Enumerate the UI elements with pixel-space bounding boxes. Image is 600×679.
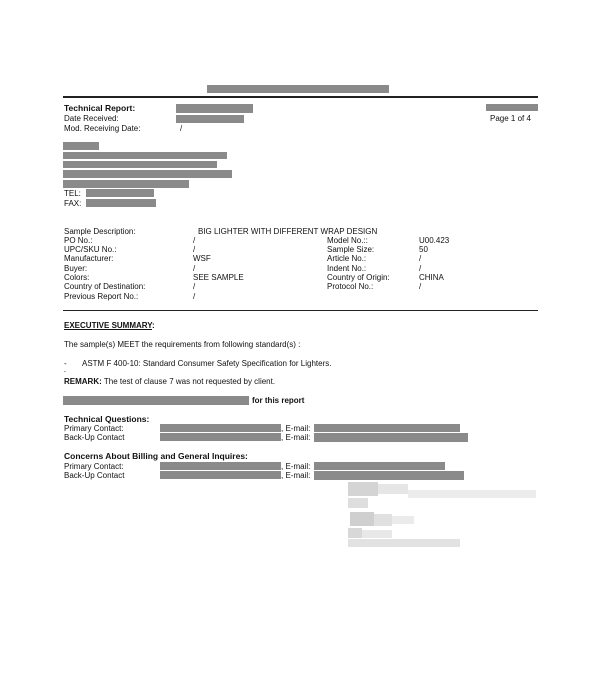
fax-label: FAX: bbox=[64, 199, 82, 208]
tq-backup-email-label: , E-mail: bbox=[281, 433, 311, 442]
pixelated-blur-6 bbox=[374, 514, 392, 526]
colors-label: Colors: bbox=[64, 273, 90, 282]
mod-receiving-label: Mod. Receiving Date: bbox=[64, 124, 141, 133]
pixelated-blur-3 bbox=[408, 490, 536, 498]
remark-label: REMARK: bbox=[64, 377, 102, 386]
executive-summary-title: EXECUTIVE SUMMARY bbox=[64, 321, 153, 330]
billing-primary-label: Primary Contact: bbox=[64, 462, 124, 471]
redacted-address-line-2 bbox=[63, 152, 227, 159]
country-origin-value: CHINA bbox=[419, 273, 444, 282]
remark-text: The test of clause 7 was not requested by client. bbox=[103, 377, 276, 386]
previous-report-label: Previous Report No.: bbox=[64, 292, 139, 301]
bullet-dash: - bbox=[64, 359, 67, 368]
po-no-value: / bbox=[193, 236, 196, 245]
model-no-value: U00.423 bbox=[419, 236, 450, 245]
redacted-address-line-4 bbox=[63, 170, 232, 178]
redacted-billing-primary-name bbox=[160, 462, 281, 470]
standard-item: ASTM F 400-10: Standard Consumer Safety Specification for Lighters. bbox=[82, 359, 332, 368]
pixelated-blur-10 bbox=[348, 539, 460, 547]
po-no-label: PO No.: bbox=[64, 236, 93, 245]
tq-primary-email-label: , E-mail: bbox=[281, 424, 311, 433]
tq-primary-label: Primary Contact: bbox=[64, 424, 124, 433]
redacted-billing-primary-email bbox=[314, 462, 445, 470]
redacted-billing-backup-email bbox=[314, 471, 464, 480]
redacted-date-received bbox=[176, 115, 244, 123]
pixelated-blur-7 bbox=[392, 516, 414, 524]
upc-sku-value: / bbox=[193, 245, 196, 254]
section-rule bbox=[63, 310, 538, 311]
redacted-fax bbox=[86, 199, 156, 207]
pixelated-blur-2 bbox=[378, 484, 408, 494]
header-rule bbox=[63, 96, 538, 98]
redacted-header-right bbox=[486, 104, 538, 111]
executive-summary-colon: : bbox=[152, 321, 155, 330]
manufacturer-label: Manufacturer: bbox=[64, 254, 114, 263]
redacted-billing-backup-name bbox=[160, 471, 281, 479]
redacted-tq-backup-email bbox=[314, 433, 468, 442]
protocol-no-value: / bbox=[419, 282, 422, 291]
redacted-title bbox=[207, 85, 389, 93]
previous-report-value: / bbox=[193, 292, 196, 301]
billing-backup-email-label: , E-mail: bbox=[281, 471, 311, 480]
buyer-value: / bbox=[193, 264, 196, 273]
redacted-tq-backup-name bbox=[160, 433, 281, 441]
redacted-report-number bbox=[176, 104, 253, 113]
pixelated-blur-9 bbox=[362, 530, 392, 538]
redacted-tel bbox=[86, 189, 154, 197]
technical-questions-heading: Technical Questions: bbox=[64, 414, 150, 424]
upc-sku-label: UPC/SKU No.: bbox=[64, 245, 117, 254]
buyer-label: Buyer: bbox=[64, 264, 88, 273]
protocol-no-label: Protocol No.: bbox=[327, 282, 374, 291]
model-no-label: Model No.:: bbox=[327, 236, 368, 245]
sample-size-value: 50 bbox=[419, 245, 428, 254]
redacted-address-line-5 bbox=[63, 180, 189, 188]
pixelated-blur-8 bbox=[348, 528, 362, 538]
tq-backup-label: Back-Up Contact bbox=[64, 433, 125, 442]
for-this-report: for this report bbox=[252, 396, 305, 405]
redacted-tq-primary-name bbox=[160, 424, 281, 432]
manufacturer-value: WSF bbox=[193, 254, 211, 263]
indent-no-label: Indent No.: bbox=[327, 264, 367, 273]
country-destination-value: / bbox=[193, 282, 196, 291]
redacted-tq-primary-email bbox=[314, 424, 460, 432]
country-origin-label: Country of Origin: bbox=[327, 273, 390, 282]
remark-line bbox=[64, 377, 275, 386]
redacted-address-line-1 bbox=[63, 142, 99, 150]
country-destination-label: Country of Destination: bbox=[64, 282, 146, 291]
sample-description-label: Sample Description: bbox=[64, 227, 136, 236]
article-no-value: / bbox=[419, 254, 422, 263]
technical-report-label: Technical Report: bbox=[64, 103, 136, 113]
executive-summary-heading bbox=[64, 321, 155, 330]
sample-description-value: BIG LIGHTER WITH DIFFERENT WRAP DESIGN bbox=[198, 227, 378, 236]
billing-backup-label: Back-Up Contact bbox=[64, 471, 125, 480]
mod-receiving-value: / bbox=[180, 124, 183, 133]
page-number: Page 1 of 4 bbox=[490, 114, 531, 123]
billing-primary-email-label: , E-mail: bbox=[281, 462, 311, 471]
date-received-label: Date Received: bbox=[64, 114, 119, 123]
meets-requirements-text: The sample(s) MEET the requirements from following standard(s) : bbox=[64, 340, 301, 349]
colors-value: SEE SAMPLE bbox=[193, 273, 244, 282]
sample-size-label: Sample Size: bbox=[327, 245, 375, 254]
bullet-dash-2: - bbox=[64, 369, 66, 375]
indent-no-value: / bbox=[419, 264, 422, 273]
billing-heading: Concerns About Billing and General Inquires: bbox=[64, 451, 248, 461]
pixelated-blur-4 bbox=[348, 498, 368, 508]
redacted-address-line-3 bbox=[63, 161, 217, 168]
article-no-label: Article No.: bbox=[327, 254, 367, 263]
redacted-signatory bbox=[63, 396, 249, 405]
pixelated-blur-1 bbox=[348, 482, 378, 496]
pixelated-blur-5 bbox=[350, 512, 374, 526]
tel-label: TEL: bbox=[64, 189, 81, 198]
